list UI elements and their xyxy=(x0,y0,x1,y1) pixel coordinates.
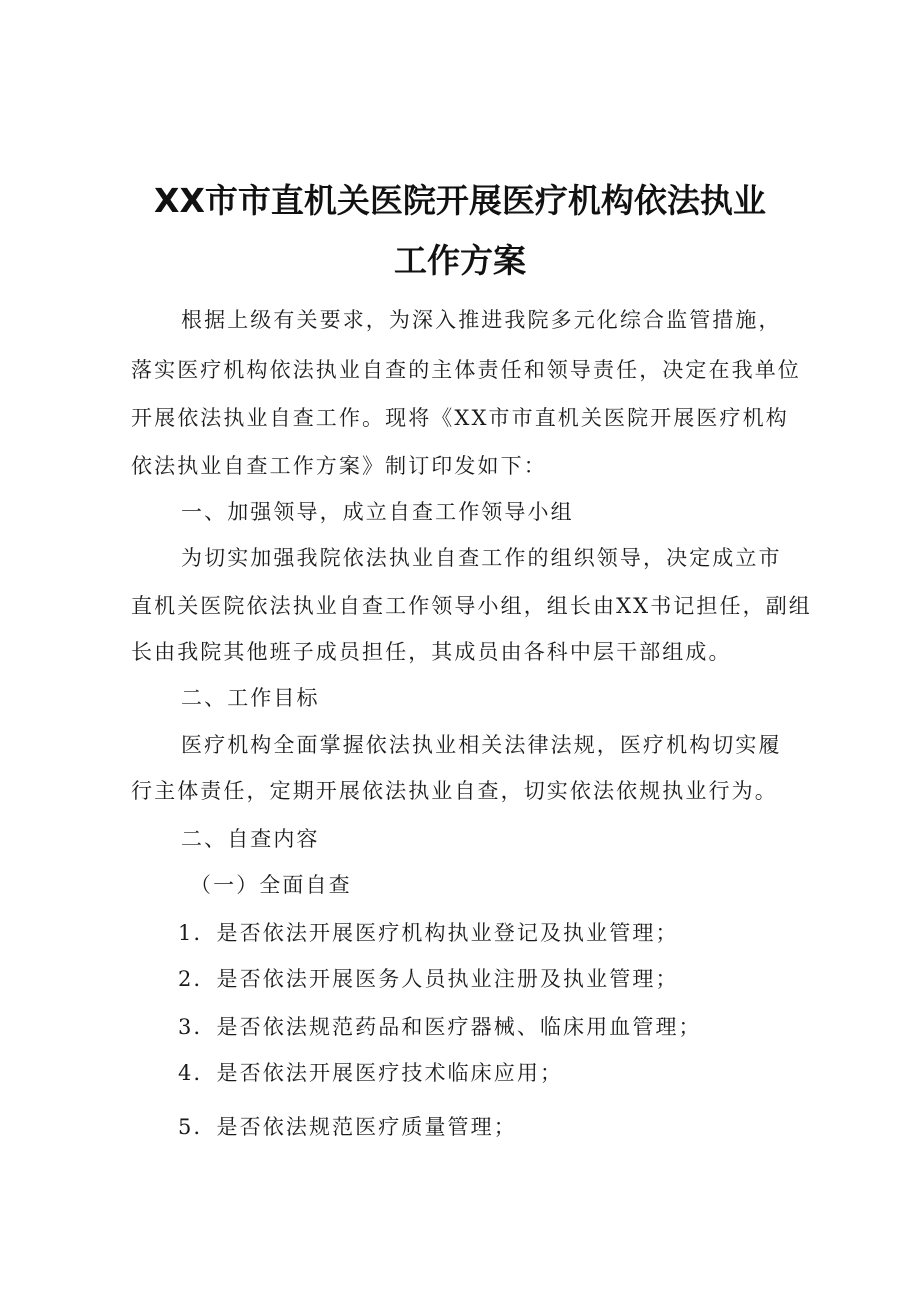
section-3-subheading: （一）全面自查 xyxy=(190,873,352,897)
checklist-item-2: 2．是否依法开展医务人员执业注册及执业管理； xyxy=(178,967,679,991)
section-2-heading: 二、工作目标 xyxy=(181,686,320,710)
document-title-line-1: XX市市直机关医院开展医疗机构依法执业 xyxy=(154,181,766,220)
intro-paragraph-line-4: 依法执业自查工作方案》制订印发如下： xyxy=(131,454,547,478)
section-1-paragraph-line-1: 为切实加强我院依法执业自查工作的组织领导，决定成立市 xyxy=(181,546,782,570)
section-1-paragraph-line-2: 直机关医院依法执业自查工作领导小组，组长由XX书记担任，副组 xyxy=(131,594,812,618)
checklist-item-4: 4．是否依法开展医疗技术临床应用； xyxy=(178,1061,564,1085)
intro-paragraph-line-1: 根据上级有关要求，为深入推进我院多元化综合监管措施， xyxy=(181,308,782,332)
checklist-item-3: 3．是否依法规范药品和医疗器械、临床用血管理； xyxy=(178,1015,702,1039)
intro-paragraph-line-2: 落实医疗机构依法执业自查的主体责任和领导责任，决定在我单位 xyxy=(131,358,801,382)
document-title-line-2: 工作方案 xyxy=(394,241,526,280)
section-1-heading: 一、加强领导，成立自查工作领导小组 xyxy=(181,500,574,524)
checklist-item-1: 1．是否依法开展医疗机构执业登记及执业管理； xyxy=(178,921,679,945)
section-2-paragraph-line-2: 行主体责任，定期开展依法执业自查，切实依法依规执业行为。 xyxy=(131,779,778,803)
section-3-heading: 二、自查内容 xyxy=(181,827,320,851)
intro-paragraph-line-3: 开展依法执业自查工作。现将《XX市市直机关医院开展医疗机构 xyxy=(131,406,789,430)
section-1-paragraph-line-3: 长由我院其他班子成员担任，其成员由各科中层干部组成。 xyxy=(131,640,732,664)
checklist-item-5: 5．是否依法规范医疗质量管理； xyxy=(178,1115,517,1139)
section-2-paragraph-line-1: 医疗机构全面掌握依法执业相关法律法规，医疗机构切实履 xyxy=(181,733,782,757)
